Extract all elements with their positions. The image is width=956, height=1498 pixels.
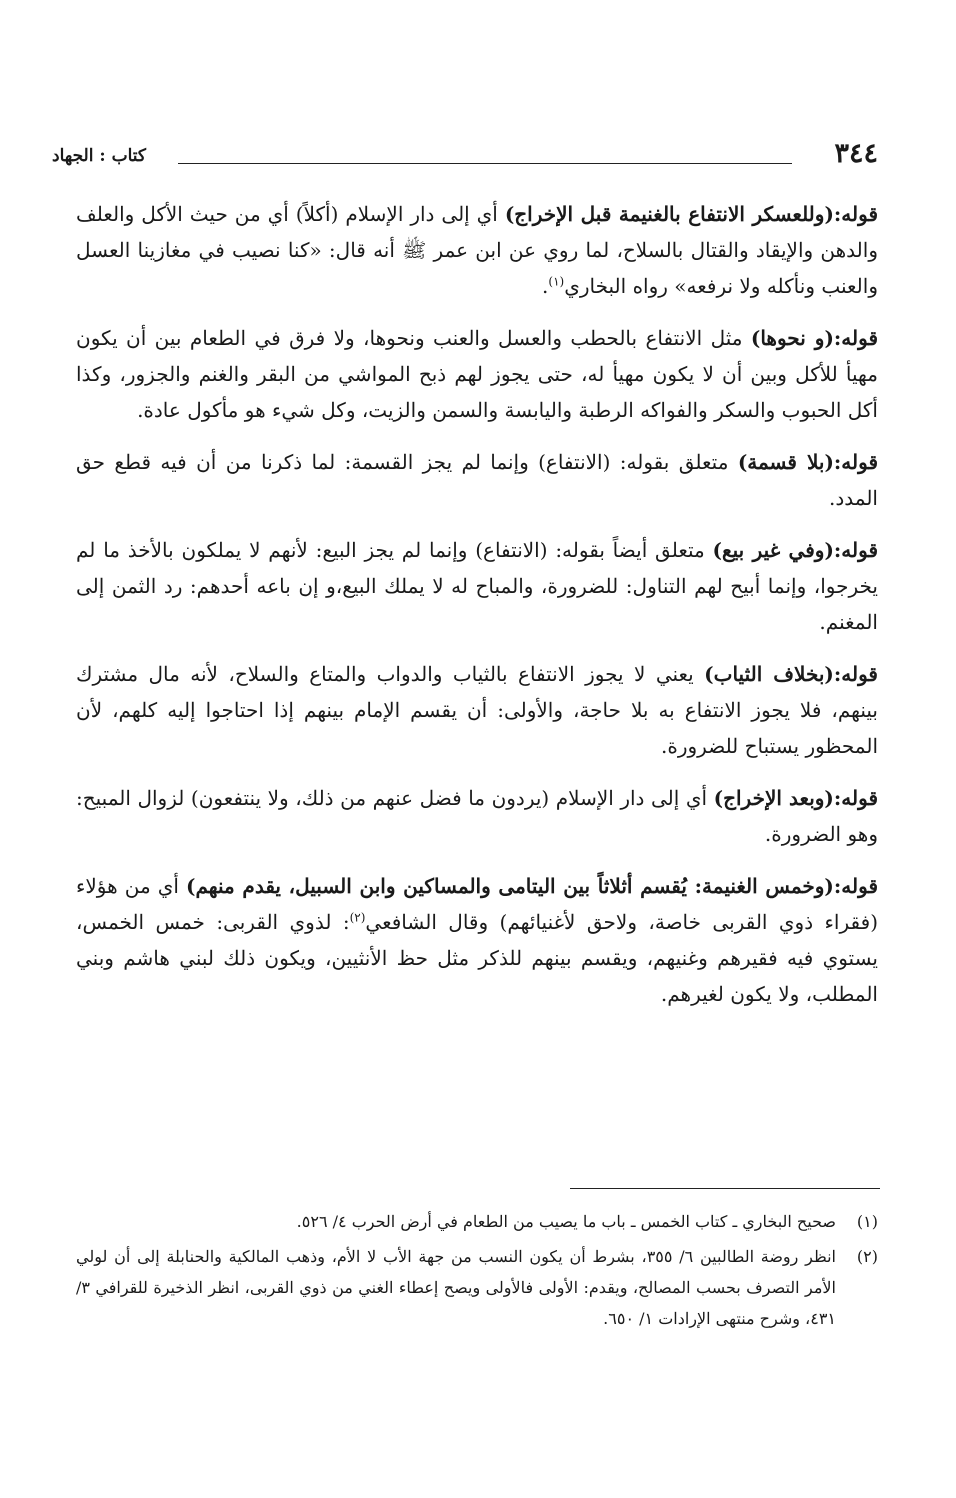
paragraph-heading: (و نحوها) — [750, 326, 834, 350]
paragraph-text: يعني لا يجوز الانتفاع بالثياب والدواب والمتاع والسلاح، لأنه مال مشترك بينهم، فلا يجوز الانتفاع به بلا حاجة، والأولى: أن يقسم الإمام بينهم إذا احتاجوا إليه كلهم، لأن المحظور يستباح للضرورة. — [76, 662, 878, 758]
paragraph-heading: (وللعسكر الانتفاع بالغنيمة قبل الإخراج) — [504, 202, 834, 226]
paragraph-lead: قوله: — [833, 538, 879, 562]
running-title: كتاب : الجهاد — [52, 146, 146, 166]
paragraph-text: مثل الانتفاع بالحطب والعسل والعنب ونحوها، ولا فرق في الطعام بين أن يكون مهيأ للأكل وبين أن لا يكون مهيأ له، حتى يجوز لهم ذبح المواشي من البقر والغنم والجزور، وكذا أكل الحبوب والسكر والفواكه الرطبة واليابسة والسمن والزيت، وكل شيء هو مأكول عادة. — [76, 326, 878, 422]
paragraph — [76, 320, 878, 428]
paragraph-text: أي إلى دار الإسلام (أكلاً) أي من حيث الأكل والعلف والدهن والإيقاد والقتال بالسلاح، لما روي عن ابن عمر ﷺ أنه قال: «كنا نصيب في مغازينا العسل والعنب ونأكله ولا نرفعه» رواه البخاري — [76, 202, 878, 298]
paragraph — [76, 780, 878, 852]
paragraph-text: أي إلى دار الإسلام (يردون ما فضل عنهم من ذلك، ولا ينتفعون) لزوال المبيح: وهو الضرورة. — [76, 786, 878, 846]
paragraph-heading: (وخمس الغنيمة: يُقسم أثلاثاً بين اليتامى والمساكين وابن السبيل، يقدم منهم) — [186, 874, 834, 898]
header-rule — [178, 163, 792, 164]
footnote-text: صحيح البخاري ـ كتاب الخمس ـ باب ما يصيب من الطعام في أرض الحرب ٤/ ٥٢٦. — [296, 1212, 836, 1231]
footnote-separator — [570, 1188, 880, 1189]
paragraph — [76, 532, 878, 640]
paragraph-tail: . — [542, 274, 549, 298]
paragraph-lead: قوله: — [833, 326, 879, 350]
paragraph-heading: (بخلاف الثياب) — [704, 662, 834, 686]
footnotes — [76, 1206, 878, 1338]
main-text — [76, 196, 878, 1028]
paragraph-lead: قوله: — [833, 786, 878, 810]
paragraph-text: متعلق بقوله: (الانتفاع) وإنما لم يجز القسمة: لما ذكرنا من أن فيه قطع حق المدد. — [76, 450, 878, 510]
footnote — [76, 1241, 878, 1334]
page-header — [52, 136, 878, 176]
paragraph-lead: قوله: — [833, 450, 878, 474]
paragraph-heading: (وبعد الإخراج) — [713, 786, 834, 810]
paragraph-text: أي من هؤلاء (فقراء ذوي القربى خاصة، ولاحق لأغنيائهم) وقال الشافعي — [76, 874, 878, 934]
paragraph-lead: قوله: — [833, 202, 878, 226]
paragraph — [76, 656, 878, 764]
paragraph — [76, 196, 878, 304]
paragraph — [76, 868, 878, 1012]
paragraph-heading: (وفي غير بيع) — [712, 538, 834, 562]
paragraph-lead: قوله: — [833, 662, 878, 686]
paragraph-tail: : لذوي القربى: خمس الخمس، يستوي فيه فقيرهم وغنيهم، ويقسم بينهم للذكر مثل حظ الأنثيين، ويكون ذلك لبني هاشم وبني المطلب، ولا يكون لغيرهم. — [76, 910, 878, 1006]
footnote-reference[interactable]: (٢) — [349, 910, 366, 925]
footnote-number: (١) — [856, 1212, 878, 1231]
paragraph-heading: (بلا قسمة) — [737, 450, 834, 474]
page-number: ٣٤٤ — [834, 138, 878, 169]
footnote — [76, 1206, 878, 1237]
footnote-number: (٢) — [856, 1247, 878, 1266]
paragraph — [76, 444, 878, 516]
paragraph-text: متعلق أيضاً بقوله: (الانتفاع) وإنما لم يجز البيع: لأنهم لا يملكون بالأخذ ما لم يخرجوا، وإنما أبيح لهم التناول: للضرورة، والمباح له لا يملك البيع،و إن باعه أحدهم: رد الثمن إلى المغنم. — [76, 538, 878, 634]
paragraph-lead: قوله: — [833, 874, 878, 898]
footnote-reference[interactable]: (١) — [548, 274, 565, 289]
footnote-text: انظر روضة الطالبين ٦/ ٣٥٥، بشرط أن يكون النسب من جهة الأب لا الأم، وذهب المالكية والحنابلة إلى أن لولي الأمر التصرف بحسب المصالح، ويقدم: الأولى فالأولى ويصح إعطاء الغني من ذوي القربى، انظر الذخيرة للقرافي ٣/ ٤٣١، وشرح منتهى الإرادات ١/ ٦٥٠. — [76, 1247, 836, 1328]
